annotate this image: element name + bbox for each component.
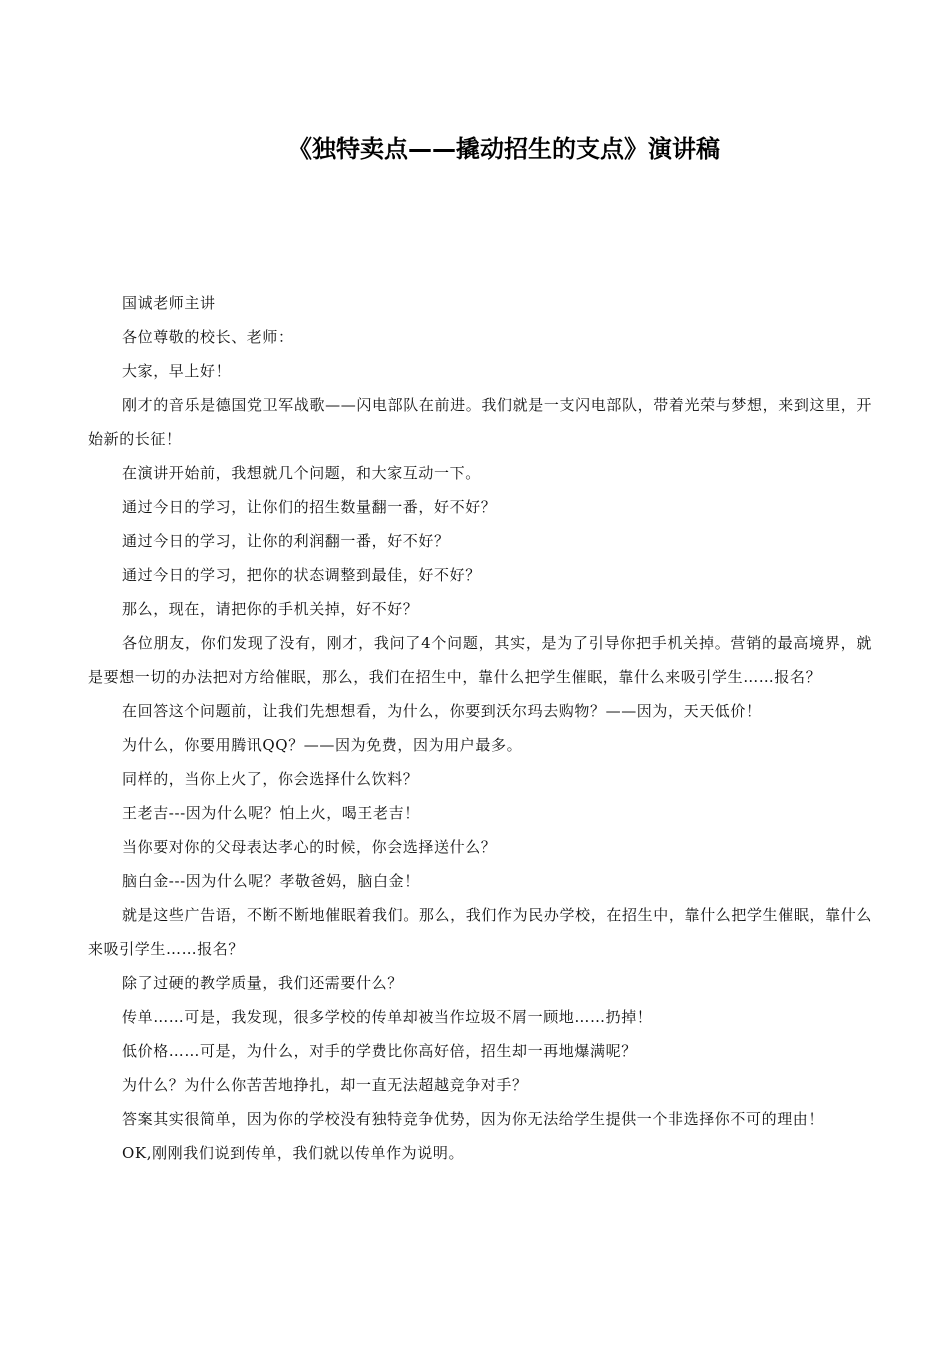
paragraph-drink-question: 同样的，当你上火了，你会选择什么饮料？: [122, 770, 419, 788]
paragraph-question-2: 通过今日的学习，让你的利润翻一番，好不好？: [122, 532, 450, 550]
paragraph-answer: 答案其实很简单，因为你的学校没有独特竞争优势，因为你无法给学生提供一个非选择你不可的理由！: [122, 1110, 825, 1128]
paragraph-good-morning: 大家，早上好！: [122, 362, 232, 380]
document-body: [88, 286, 872, 1170]
paragraph-flyers: 传单……可是，我发现，很多学校的传单却被当作垃圾不屑一顾地……扔掉！: [122, 1008, 653, 1026]
document-title: 《独特卖点——撬动招生的支点》演讲稿: [288, 135, 720, 163]
paragraph-music: 刚才的音乐是德国党卫军战歌——闪电部队在前进。我们就是一支闪电部队，带着光荣与梦想，来到这里，开始新的长征！: [88, 396, 872, 448]
paragraph-wanglaoji: 王老吉---因为什么呢？怕上火，喝王老吉！: [122, 804, 420, 822]
paragraph-walmart: 在回答这个问题前，让我们先想想看，为什么，你要到沃尔玛去购物？——因为，天天低价！: [122, 702, 762, 720]
paragraph-gift-question: 当你要对你的父母表达孝心的时候，你会选择送什么？: [122, 838, 497, 856]
paragraph-question-4: 那么，现在，请把你的手机关掉，好不好？: [122, 600, 419, 618]
paragraph-slogans: 就是这些广告语，不断不断地催眠着我们。那么，我们作为民办学校，在招生中，靠什么把学生催眠，靠什么来吸引学生……报名？: [88, 906, 872, 958]
paragraph-struggle: 为什么？为什么你苦苦地挣扎，却一直无法超越竞争对手？: [122, 1076, 528, 1094]
paragraph-speaker: 国诚老师主讲: [122, 294, 216, 312]
paragraph-ok-flyers: OK,刚刚我们说到传单，我们就以传单作为说明。: [122, 1144, 465, 1162]
paragraph-interaction: 在演讲开始前，我想就几个问题，和大家互动一下。: [122, 464, 481, 482]
paragraph-low-price: 低价格……可是，为什么，对手的学费比你高好倍，招生却一再地爆满呢？: [122, 1042, 637, 1060]
paragraph-hypnosis: 各位朋友，你们发现了没有，刚才，我问了4个问题，其实，是为了引导你把手机关掉。营销的最高境界，就是要想一切的办法把对方给催眠，那么，我们在招生中，靠什么把学生催眠，靠什么来吸引学生……报名？: [88, 634, 872, 686]
paragraph-greeting-audience: 各位尊敬的校长、老师：: [122, 328, 294, 346]
paragraph-naobaijin: 脑白金---因为什么呢？孝敬爸妈，脑白金！: [122, 872, 420, 890]
paragraph-question-3: 通过今日的学习，把你的状态调整到最佳，好不好？: [122, 566, 481, 584]
paragraph-quality: 除了过硬的教学质量，我们还需要什么？: [122, 974, 403, 992]
paragraph-qq: 为什么，你要用腾讯QQ？——因为免费，因为用户最多。: [122, 736, 523, 754]
paragraph-question-1: 通过今日的学习，让你们的招生数量翻一番，好不好？: [122, 498, 497, 516]
